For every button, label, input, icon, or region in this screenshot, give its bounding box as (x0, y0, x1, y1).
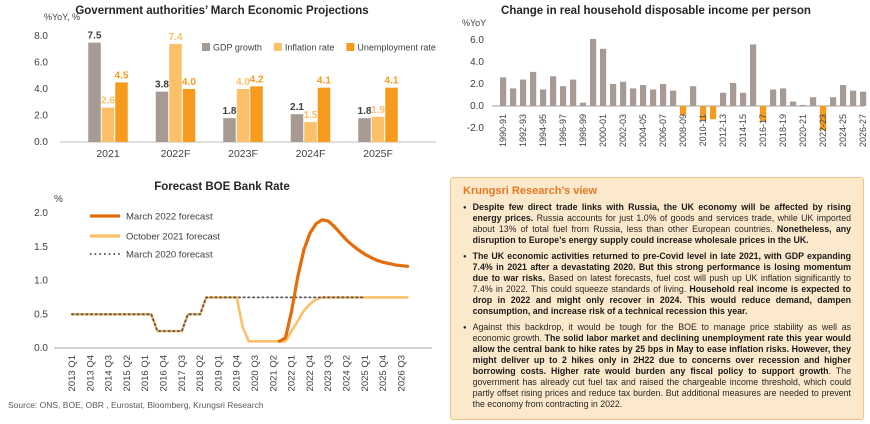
bar (590, 39, 596, 106)
y-tick-label: -2.0 (466, 123, 484, 134)
bar-value-label: 4.1 (384, 75, 399, 87)
panel-bullet (463, 251, 851, 317)
legend-label: Unemployment rate (357, 42, 436, 53)
bar (358, 118, 371, 142)
x-tick-label: 2024 Q2 (341, 355, 353, 392)
bullet-text: Against this backdrop, it would be tough for the BOE to manage price stability as well as economic growth. The solid labor market and declining unemployment rate this year would allow the central bank to hike rates by 25 bps in May to ease inflation risks. However, they might deliver up to 2 hikes only in 2H22 due to concerns over recession and higher borrowing costs. Higher rate would burden any fiscal policy to support growth. The government has already cut fuel tax and raised the chargeable income threshold, which could partly offset rising prices and reduce tax burden. But additional measures are needed to prevent the economy from contracting in 2022. (472, 321, 851, 409)
bar (250, 86, 263, 142)
chart-title: Forecast BOE Bank Rate (154, 181, 290, 193)
y-tick-label: 0.0 (34, 137, 48, 148)
y-tick-label: 1.5 (34, 241, 48, 253)
series-line (72, 297, 408, 341)
x-tick-label: 2016 Q1 (140, 355, 152, 392)
axis-unit-label: %YoY, % (44, 12, 81, 22)
legend-swatch (202, 43, 210, 51)
bar-value-label: 1.8 (357, 106, 372, 118)
bar (780, 88, 786, 106)
x-category-label: 2021 (96, 148, 120, 160)
x-category-label: 1998-99 (578, 114, 589, 148)
bar (183, 89, 196, 142)
x-tick-label: 2017 Q3 (176, 355, 188, 392)
bar (810, 97, 816, 106)
legend-label: March 2020 forecast (126, 249, 213, 261)
research-view-panel (450, 177, 864, 420)
bullet-marker-icon: ● (463, 205, 467, 211)
x-tick-label: 2020 Q3 (250, 355, 261, 392)
bar (237, 89, 250, 142)
x-tick-label: 2018 Q2 (195, 355, 207, 392)
bullet-text: Despite few direct trade links with Russia, the UK economy will be affected by rising energy prices. Russia accounts for just 1.0% of goods and services trade, while UK imported about 13% of total fuel from Russia, less than other European countries. Nonetheless, any disruption to Europe’s energy supply could increase wholesale prices in the UK. (472, 202, 851, 245)
bar (610, 84, 616, 106)
x-category-label: 2002-03 (618, 114, 629, 148)
bar-value-label: 7.5 (87, 30, 102, 42)
y-tick-label: 0.5 (34, 309, 48, 321)
bar (304, 122, 317, 142)
bar (790, 102, 796, 106)
boe-rate-line-chart (4, 176, 440, 398)
x-category-label: 2006-07 (658, 114, 669, 148)
x-category-label: 2008-09 (678, 114, 689, 148)
bar (670, 91, 676, 106)
bar (730, 83, 736, 106)
bar-value-label: 1.5 (303, 110, 318, 122)
bar (720, 93, 726, 106)
x-tick-label: 2025 Q4 (378, 355, 390, 392)
bar (850, 91, 856, 106)
x-category-label: 2022-23 (818, 114, 829, 148)
x-tick-label: 2026 Q3 (396, 355, 408, 392)
bar (500, 77, 506, 106)
x-tick-label: 2023 Q3 (323, 355, 335, 392)
bar-value-label: 4.2 (249, 74, 264, 86)
x-category-label: 2024F (295, 148, 326, 160)
bar (530, 72, 536, 106)
bar-value-label: 3.8 (155, 79, 169, 91)
bullet-marker-icon: ● (463, 324, 467, 331)
chart-title: Change in real household disposable income per person (501, 5, 811, 17)
y-tick-label: 0.0 (34, 343, 48, 354)
bar (690, 86, 696, 106)
bullet-marker-icon: ● (463, 253, 467, 260)
bar-value-label: 1.8 (222, 106, 237, 118)
bar (630, 88, 636, 106)
bullet-text: The UK economic activities returned to pre-Covid level in late 2021, with GDP expanding 7.4% in 2021 after a devastating 2020. But this strong performance is losing momentum due to war risks. Based on latest forecasts, fuel cost will push up UK inflation significantly to 7.4% in 2022. This could squeeze standards of living. Household real income is expected to drop in 2022 and might only recover in 2024. This would reduce demand, dampen consumption, and increase risk of a technical recession this year. (472, 250, 851, 316)
series-line (279, 220, 407, 341)
y-tick-label: 6.0 (34, 57, 48, 69)
y-tick-label: 4.0 (470, 57, 484, 68)
y-tick-label: 1.0 (34, 275, 48, 287)
bar-value-label: 4.1 (317, 75, 331, 87)
legend-label: October 2021 forecast (126, 231, 220, 243)
axis-unit-label: % (54, 194, 63, 205)
x-tick-label: 2022 Q1 (286, 355, 298, 392)
bar (115, 82, 128, 142)
bar (550, 76, 556, 106)
bar (660, 84, 666, 106)
x-category-label: 2025F (363, 148, 393, 160)
bar-value-label: 4.0 (236, 77, 250, 88)
x-category-label: 2010-11 (698, 114, 709, 147)
legend-label: Inflation rate (284, 42, 335, 53)
bar (223, 118, 236, 142)
bar (770, 90, 776, 107)
bar-value-label: 4.0 (182, 77, 196, 88)
bar (318, 88, 331, 142)
x-category-label: 2016-17 (758, 114, 769, 148)
x-category-label: 1994-95 (538, 114, 549, 148)
legend-swatch (274, 43, 282, 51)
x-tick-label: 2025 Q1 (359, 355, 371, 392)
legend-swatch (346, 43, 354, 51)
x-tick-label: 2022 Q4 (304, 355, 316, 392)
bar (520, 80, 526, 106)
axis-unit-label: %YoY (462, 18, 487, 28)
bar (650, 90, 656, 107)
x-category-label: 2024-25 (838, 114, 849, 148)
bar (750, 44, 756, 106)
x-tick-label: 2019 Q1 (213, 355, 225, 392)
y-tick-label: 4.0 (34, 84, 48, 95)
bar (88, 43, 101, 142)
bar (540, 90, 546, 107)
bar (740, 93, 746, 106)
bar (680, 106, 686, 115)
bar-value-label: 4.5 (114, 70, 129, 82)
bar (385, 88, 398, 142)
x-category-label: 2012-13 (718, 114, 729, 148)
y-tick-label: 2.0 (34, 110, 48, 122)
bar (570, 80, 576, 106)
y-tick-label: 8.0 (34, 31, 48, 42)
y-tick-label: 2.0 (470, 79, 484, 90)
x-tick-label: 2021 Q2 (268, 355, 280, 392)
bar-value-label: 7.4 (168, 31, 183, 43)
bar (291, 114, 304, 142)
bar (169, 44, 182, 142)
bar (620, 82, 626, 106)
bar (860, 92, 866, 106)
x-tick-label: 2013 Q4 (85, 355, 97, 392)
projections-bar-chart (4, 2, 440, 174)
bar (840, 85, 846, 106)
bar (710, 106, 716, 119)
y-tick-label: 2.0 (34, 208, 48, 219)
x-category-label: 2020-21 (798, 114, 809, 148)
source-note: Source: ONS, BOE, OBR , Eurostat, Bloomberg, Krungsri Research (8, 400, 264, 410)
bar (830, 97, 836, 106)
bar (102, 108, 115, 142)
bar (510, 88, 516, 106)
x-category-label: 2014-15 (738, 114, 749, 148)
bar (640, 85, 646, 106)
x-tick-label: 2019 Q4 (231, 355, 243, 392)
panel-bullet-list (463, 202, 851, 410)
x-tick-label: 2015 Q2 (121, 355, 133, 392)
bar (600, 49, 606, 106)
panel-title: Krungsri Research’s view (463, 185, 598, 197)
x-tick-label: 2016 Q4 (158, 355, 170, 392)
panel-bullet (463, 322, 851, 410)
bar (560, 86, 566, 106)
legend-label: March 2022 forecast (126, 211, 213, 223)
bar (800, 105, 806, 106)
household-income-bar-chart (444, 2, 868, 172)
x-category-label: 2022F (160, 148, 191, 160)
x-tick-label: 2013 Q1 (67, 355, 78, 392)
bar (580, 103, 586, 106)
bar (156, 92, 169, 142)
y-tick-label: 0.0 (470, 101, 484, 112)
x-category-label: 2004-05 (638, 114, 649, 148)
x-category-label: 1996-97 (558, 114, 569, 148)
chart-title: Government authorities’ March Economic Projections (75, 5, 369, 17)
x-tick-label: 2014 Q3 (103, 355, 115, 392)
x-category-label: 2023F (228, 148, 258, 160)
y-tick-label: 6.0 (470, 35, 484, 46)
bar-value-label: 1.9 (371, 104, 385, 116)
legend-label: GDP growth (213, 42, 262, 53)
x-category-label: 2018-19 (778, 114, 789, 148)
x-category-label: 2026-27 (858, 114, 868, 148)
bar (372, 117, 385, 142)
bar-value-label: 2.1 (290, 102, 304, 114)
series-line (72, 297, 365, 331)
panel-bullet (463, 202, 851, 246)
x-category-label: 1990-91 (498, 114, 509, 148)
x-category-label: 2000-01 (598, 114, 609, 148)
bar-value-label: 2.6 (101, 95, 115, 107)
x-category-label: 1992-93 (518, 114, 529, 148)
